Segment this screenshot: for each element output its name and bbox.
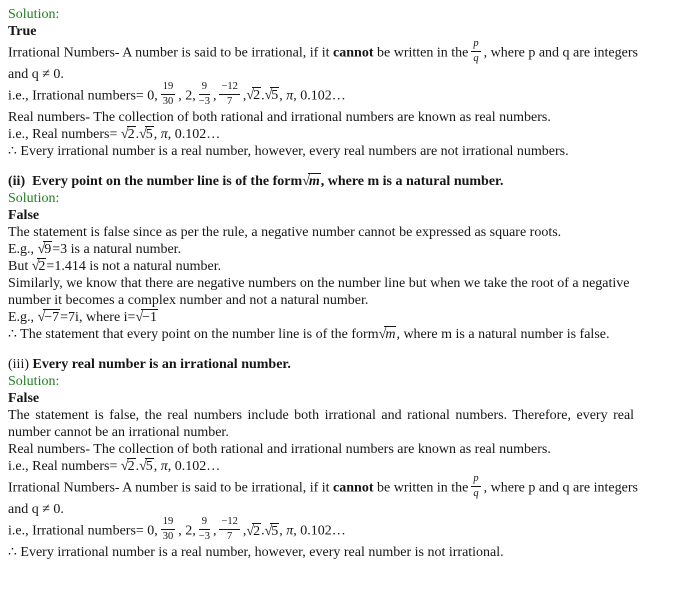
sqrt-expression [38, 242, 53, 257]
fraction [199, 516, 210, 542]
text-run: , 0.102… [167, 127, 221, 143]
fraction-denominator: 7 [227, 530, 233, 542]
radical-icon: √ [139, 127, 147, 143]
text-run: , where m is a natural number is false. [396, 327, 610, 343]
fraction [161, 516, 176, 542]
text-run: Real numbers- The collection of both rational and irrational numbers are known as real numbers. [8, 110, 551, 126]
sqrt-expression [135, 310, 158, 325]
text-run: The statement is false, the real numbers include both irrational and rational numbers. Therefore, every real [8, 408, 635, 424]
solution-label-3 [8, 373, 683, 390]
radical-icon: √ [378, 327, 387, 343]
sqrt-expression [302, 174, 321, 189]
radicand: 5 [271, 523, 279, 539]
text-run: , [212, 88, 217, 104]
text-run: (ii) Every point on the number line is of the form [8, 174, 303, 190]
fraction-denominator: 7 [227, 95, 233, 107]
text-run: (iii) [8, 357, 33, 373]
fraction-numerator: 19 [161, 81, 176, 95]
radicand: 2 [127, 127, 135, 143]
radicand: −1 [142, 310, 158, 326]
fraction [161, 81, 176, 107]
radical-icon: √ [246, 88, 255, 104]
example-sqrt9 [8, 241, 683, 258]
real-definition-iii [8, 441, 683, 458]
text-run: , 0.102… [293, 523, 346, 539]
sqrt-expression [246, 88, 261, 103]
text-run: be written in the [373, 45, 469, 61]
fraction [199, 81, 210, 107]
fraction [219, 81, 239, 107]
solution-label-1 [8, 6, 683, 23]
fraction-denominator: −3 [198, 95, 210, 107]
irrational-definition-line1 [8, 40, 683, 66]
text-run: , [153, 459, 161, 475]
radicand: 5 [145, 459, 153, 475]
text-run: Real numbers- The collection of both rational and irrational numbers are known as real numbers. [8, 442, 551, 458]
radical-icon: √ [139, 459, 147, 475]
radical-icon: √ [37, 310, 46, 326]
text-run: False [8, 208, 40, 224]
sqrt-expression [265, 88, 280, 103]
text-run: , [242, 88, 247, 104]
text-run: ∴ The statement that every point on the number line is of the form [8, 327, 379, 343]
text-run: E.g., [8, 310, 38, 326]
text-run: π [286, 523, 294, 539]
text-run: 0, [147, 88, 158, 104]
radical-icon: √ [264, 88, 273, 104]
radicand: 2 [38, 259, 46, 275]
text-run: Similarly, we know that there are negative numbers on the number line but when we take the root of a negative [8, 276, 630, 292]
text-run: . [135, 127, 140, 143]
irrational-definition-iii-line2 [8, 501, 683, 518]
fraction-numerator: 9 [199, 516, 210, 530]
radicand: 2 [253, 88, 261, 104]
text-run: The statement is false since as per the rule, a negative number cannot be expressed as square roots. [8, 225, 562, 241]
sqrt-expression [38, 310, 61, 325]
text-run: cannot [333, 45, 374, 61]
example-sqrt-neg7 [8, 309, 683, 326]
radicand: 5 [271, 88, 279, 104]
fraction [471, 38, 480, 64]
conclusion-i [8, 143, 683, 160]
conclusion-ii [8, 326, 683, 343]
text-run: Every real number is an irrational number. [32, 357, 291, 373]
text-run: be written in the [373, 480, 469, 496]
text-run: and q ≠ 0. [8, 502, 64, 518]
text-run: and q ≠ 0. [8, 67, 64, 83]
answer-true [8, 23, 683, 40]
irrational-examples-iii [8, 518, 683, 544]
answer-false-iii [8, 390, 683, 407]
fraction-numerator: p [471, 38, 480, 52]
fraction-denominator: −3 [198, 530, 210, 542]
text-run: False [8, 391, 40, 407]
radicand: 2 [127, 459, 135, 475]
text-run: , [242, 523, 247, 539]
text-run: =3 [52, 242, 68, 258]
text-run: 0, [147, 523, 158, 539]
text-run: , 0.102… [167, 459, 221, 475]
spacer [8, 343, 683, 356]
irrational-definition-line2 [8, 66, 683, 83]
text-run: , 0.102… [293, 88, 346, 104]
radical-icon: √ [135, 310, 144, 326]
heading-iii [8, 356, 683, 373]
radicand: 9 [44, 242, 52, 258]
radicand: m [308, 174, 320, 190]
sqrt-expression [121, 459, 136, 474]
text-run: π [160, 127, 168, 143]
radicand: 2 [253, 523, 261, 539]
text-run: , where p and q are integers [483, 45, 638, 61]
fraction [219, 516, 239, 542]
text-run: , 2, [178, 523, 196, 539]
radicand: m [385, 327, 396, 343]
real-definition [8, 109, 683, 126]
text-run: Solution: [8, 191, 60, 207]
statement-ii-negative-line1 [8, 275, 683, 292]
text-run: , [279, 523, 287, 539]
fraction-denominator: q [473, 52, 479, 64]
fraction-numerator: 19 [161, 516, 176, 530]
sqrt-expression [139, 459, 154, 474]
solution-label-2 [8, 190, 683, 207]
text-run: π [286, 88, 294, 104]
text-run: number cannot be an irrational number. [8, 425, 229, 441]
fraction-numerator: p [471, 473, 480, 487]
statement-iii-line1 [8, 407, 683, 424]
text-run: , [212, 523, 217, 539]
statement-iii-line2 [8, 424, 683, 441]
text-run: ∴ Every irrational number is a real number, however, every real number is not irrational. [8, 545, 504, 561]
sqrt-expression [121, 127, 136, 142]
radicand: 5 [145, 127, 153, 143]
statement-ii-rule [8, 224, 683, 241]
fraction-denominator: q [473, 487, 479, 499]
sqrt-expression [265, 524, 280, 539]
text-run: is a natural number. [67, 242, 182, 258]
sqrt-expression [139, 127, 154, 142]
text-run: number it becomes a complex number and not a natural number. [8, 293, 369, 309]
text-run: i.e., Irrational numbers= [8, 88, 148, 104]
text-run: =7i [60, 310, 79, 326]
text-run: Irrational Numbers- A number is said to be irrational, if it [8, 45, 334, 61]
text-run: Solution: [8, 374, 60, 390]
real-examples-iii [8, 458, 683, 475]
text-run: , [153, 127, 161, 143]
example-sqrt2 [8, 258, 683, 275]
text-run: Irrational Numbers- A number is said to be irrational, if it [8, 480, 334, 496]
text-run: But [8, 259, 32, 275]
text-run: . [261, 88, 265, 104]
text-run: Solution: [8, 7, 60, 22]
fraction-numerator: −12 [219, 516, 239, 530]
text-run: True [8, 24, 37, 39]
text-run: . [261, 523, 265, 539]
radical-icon: √ [31, 259, 40, 275]
radical-icon: √ [120, 127, 129, 143]
real-examples [8, 126, 683, 143]
radical-icon: √ [302, 174, 310, 190]
irrational-definition-iii-line1 [8, 475, 683, 501]
text-run: , where p and q are integers [483, 480, 638, 496]
statement-ii-negative-line2 [8, 292, 683, 309]
spacer [8, 160, 683, 173]
fraction-numerator: 9 [199, 81, 210, 95]
text-run: , where m is a natural number. [320, 174, 504, 190]
text-run: E.g., [8, 242, 38, 258]
text-run: i.e., Real numbers= [8, 127, 121, 143]
text-run: , 2, [178, 88, 196, 104]
text-run: . [135, 459, 140, 475]
radicand: −7 [44, 310, 60, 326]
fraction [471, 473, 480, 499]
heading-ii [8, 173, 683, 190]
text-run: is not a natural number. [85, 259, 222, 275]
fraction-denominator: 30 [162, 95, 174, 107]
irrational-examples [8, 83, 683, 109]
text-run: , [279, 88, 287, 104]
fraction-denominator: 30 [162, 530, 174, 542]
text-run: ∴ Every irrational number is a real number, however, every real numbers are not irrational numbers. [8, 144, 569, 160]
text-run: =1.414 [46, 259, 86, 275]
radical-icon: √ [264, 523, 273, 539]
radical-icon: √ [37, 242, 46, 258]
text-run: , where i= [78, 310, 136, 326]
sqrt-expression [246, 524, 261, 539]
fraction-numerator: −12 [219, 81, 239, 95]
answer-false-ii [8, 207, 683, 224]
radical-icon: √ [246, 523, 255, 539]
sqrt-expression [32, 259, 47, 274]
text-run: cannot [333, 480, 374, 496]
text-run: i.e., Irrational numbers= [8, 523, 148, 539]
conclusion-iii [8, 544, 683, 561]
sqrt-expression [379, 327, 397, 342]
text-run: π [160, 459, 168, 475]
radical-icon: √ [120, 459, 129, 475]
text-run: i.e., Real numbers= [8, 459, 121, 475]
